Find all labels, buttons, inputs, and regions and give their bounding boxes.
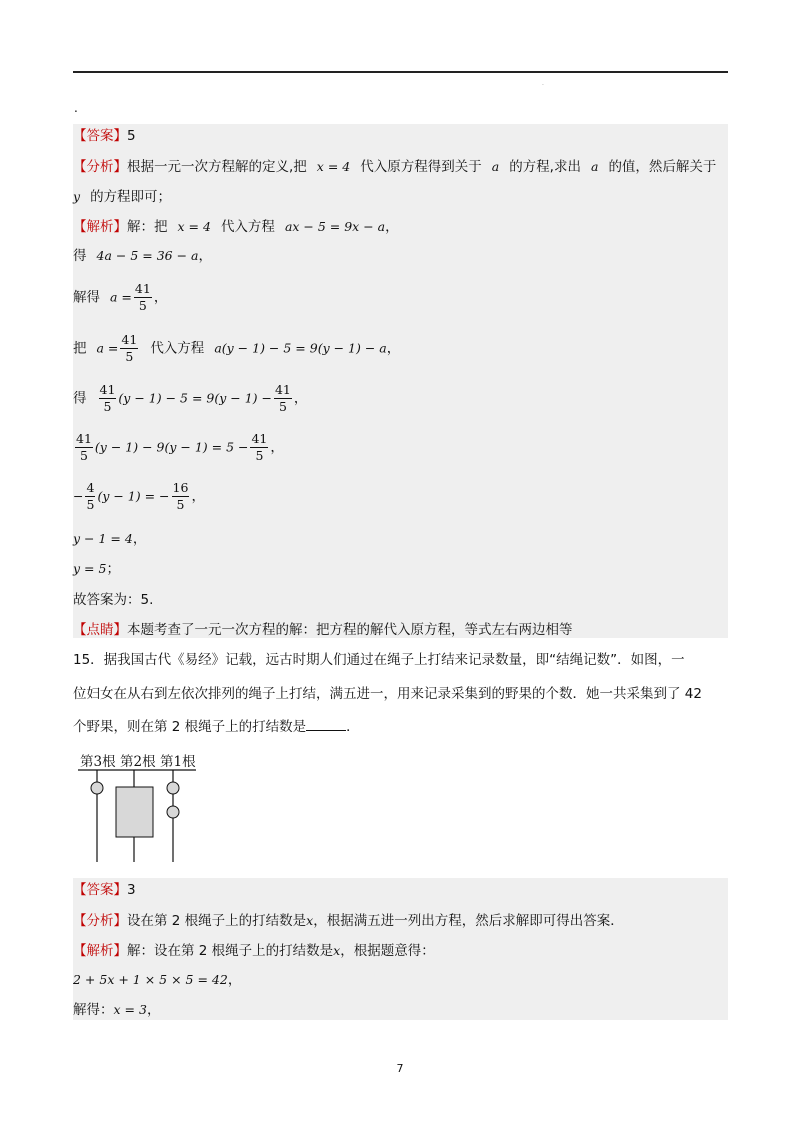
rope-label-3: 第3根 xyxy=(80,754,116,770)
minus-sign: − xyxy=(73,488,84,504)
math-inline: a xyxy=(491,159,500,174)
solution-text: 代入方程 xyxy=(220,219,275,235)
solution-text: 得 xyxy=(73,248,87,264)
answer-tag: 【答案】 xyxy=(73,128,127,144)
punct: ， xyxy=(198,248,212,264)
punct: ． xyxy=(346,719,360,735)
q14-solution-line2 xyxy=(73,246,212,266)
q14-solution-line1 xyxy=(73,217,399,237)
q15-stem-line2: 位妇女在从右到左依次排列的绳子上打结，满五进一，用来记录采集到的野果的个数．她一共采集到了 42 xyxy=(73,686,702,702)
math-inline: x xyxy=(306,913,314,928)
q14-solution-line5 xyxy=(73,383,307,414)
analysis-text: 根据一元一次方程解的定义,把 xyxy=(127,159,307,175)
q14-solution-line3 xyxy=(73,282,167,313)
q15-solution-line3 xyxy=(73,1000,160,1020)
page-number: 7 xyxy=(396,1062,404,1075)
punct: ， xyxy=(191,488,205,505)
punct: ， xyxy=(385,219,399,235)
math-inline: a = xyxy=(96,340,119,356)
knot xyxy=(167,782,179,794)
fraction: $\frac{41}{5}$ xyxy=(251,431,268,463)
answer-blank xyxy=(306,716,346,731)
rope-label-1: 第1根 xyxy=(160,754,196,770)
q14-solution-line9 xyxy=(73,559,120,579)
analysis-text: ，根据满五进一列出方程，然后求解即可得出答案． xyxy=(313,913,624,929)
covered-knots-box xyxy=(116,787,153,837)
q14-solution-line7 xyxy=(73,481,205,512)
solution-tag: 【解析】 xyxy=(73,219,127,235)
fraction: $\frac{41}{5}$ xyxy=(76,431,92,463)
comment-text: 本题考查了一元一次方程的解：把方程的解代入原方程，等式左右两边相等 xyxy=(127,622,573,638)
punct: ， xyxy=(153,289,168,306)
solution-text: 解得： xyxy=(73,1002,114,1018)
solution-text: 解：把 xyxy=(127,219,168,235)
analysis-text: 设在第 2 根绳子上的打结数是 xyxy=(127,913,307,929)
analysis-text: 代入原方程得到关于 xyxy=(360,159,482,175)
fraction: $\frac{41}{5}$ xyxy=(134,281,151,313)
answer-value: 5 xyxy=(127,128,136,144)
punct: ； xyxy=(106,561,120,577)
knot xyxy=(91,782,103,794)
punct: ， xyxy=(293,390,308,407)
answer-value: 3 xyxy=(127,882,136,898)
solution-text: 解得 xyxy=(73,289,100,306)
math-inline: 4a − 5 = 36 − a xyxy=(96,248,199,263)
punct: ， xyxy=(227,972,242,988)
knot-rope-figure xyxy=(78,750,198,866)
q14-solution-line8 xyxy=(73,529,146,549)
q14-analysis-line2 xyxy=(73,187,171,207)
math-inline: ax − 5 = 9x − a xyxy=(284,219,386,234)
analysis-text: 的值，然后解关于 xyxy=(608,159,717,175)
fraction: $\frac{41}{5}$ xyxy=(121,332,138,364)
analysis-text: 的方程即可； xyxy=(90,189,172,205)
analysis-tag: 【分析】 xyxy=(73,159,127,175)
math-inline: (y − 1) = − xyxy=(97,488,170,504)
solution-text: 把 xyxy=(73,340,87,357)
answer-tag: 【答案】 xyxy=(73,882,127,898)
solution-text: ，根据题意得： xyxy=(340,943,435,959)
header-rule xyxy=(73,71,728,73)
math-inline: (y − 1) − 9(y − 1) = 5 − xyxy=(94,439,249,455)
fraction: $\frac{41}{5}$ xyxy=(274,382,291,414)
math-inline: (y − 1) − 5 = 9(y − 1) − xyxy=(118,390,272,406)
q14-comment-line xyxy=(73,620,573,640)
header-mark: · xyxy=(542,82,544,89)
math-inline: x xyxy=(333,943,341,958)
solution-text: 得 xyxy=(73,390,87,407)
math-inline: y = 5 xyxy=(73,561,107,576)
q15-stem-line3 xyxy=(73,716,360,737)
q14-solution-line4 xyxy=(73,333,400,364)
q15-stem-line1: 15．据我国古代《易经》记载，远古时期人们通过在绳子上打结来记录数量，即“结绳记数”．如图，一 xyxy=(73,652,685,668)
q15-analysis-line xyxy=(73,911,624,931)
q15-solution-line1 xyxy=(73,941,435,961)
math-inline: a xyxy=(590,159,599,174)
fraction: $\frac{16}{5}$ xyxy=(172,480,189,512)
math-inline: y − 1 = 4 xyxy=(73,531,133,546)
math-inline: x = 4 xyxy=(316,159,351,174)
rope-label-2: 第2根 xyxy=(120,754,156,770)
analysis-text: 的方程,求出 xyxy=(509,159,581,175)
math-inline: x = 4 xyxy=(177,219,211,234)
math-inline: 2 + 5x + 1 × 5 × 5 = 42 xyxy=(73,972,228,987)
punct: ， xyxy=(386,340,401,357)
q14-solution-panel xyxy=(73,124,728,638)
analysis-tag: 【分析】 xyxy=(73,913,127,929)
ropes-drawing xyxy=(78,750,198,866)
solution-tag: 【解析】 xyxy=(73,943,127,959)
fraction: $\frac{4}{5}$ xyxy=(86,480,95,512)
q14-analysis-line1 xyxy=(73,157,716,177)
math-inline: a = xyxy=(110,289,132,305)
stem-text: 个野果，则在第 2 根绳子上的打结数是 xyxy=(73,719,307,735)
math-inline: a(y − 1) − 5 = 9(y − 1) − a xyxy=(214,340,387,356)
q14-answer-line xyxy=(73,126,136,146)
math-inline: x = 3 xyxy=(113,1002,147,1017)
q15-solution-line2 xyxy=(73,970,241,990)
fraction: $\frac{41}{5}$ xyxy=(99,382,116,414)
solution-text: 代入方程 xyxy=(150,340,205,357)
q14-final-answer: 故答案为：5. xyxy=(73,592,154,608)
knot xyxy=(167,806,179,818)
solution-text: 解：设在第 2 根绳子上的打结数是 xyxy=(127,943,334,959)
comment-tag: 【点睛】 xyxy=(73,622,127,638)
stray-dot: . xyxy=(74,101,78,115)
math-inline: y xyxy=(73,189,81,204)
q14-solution-line6 xyxy=(73,432,284,463)
punct: ， xyxy=(146,1002,161,1018)
punct: ， xyxy=(132,531,147,547)
q15-answer-line xyxy=(73,880,136,900)
punct: ， xyxy=(270,439,284,456)
